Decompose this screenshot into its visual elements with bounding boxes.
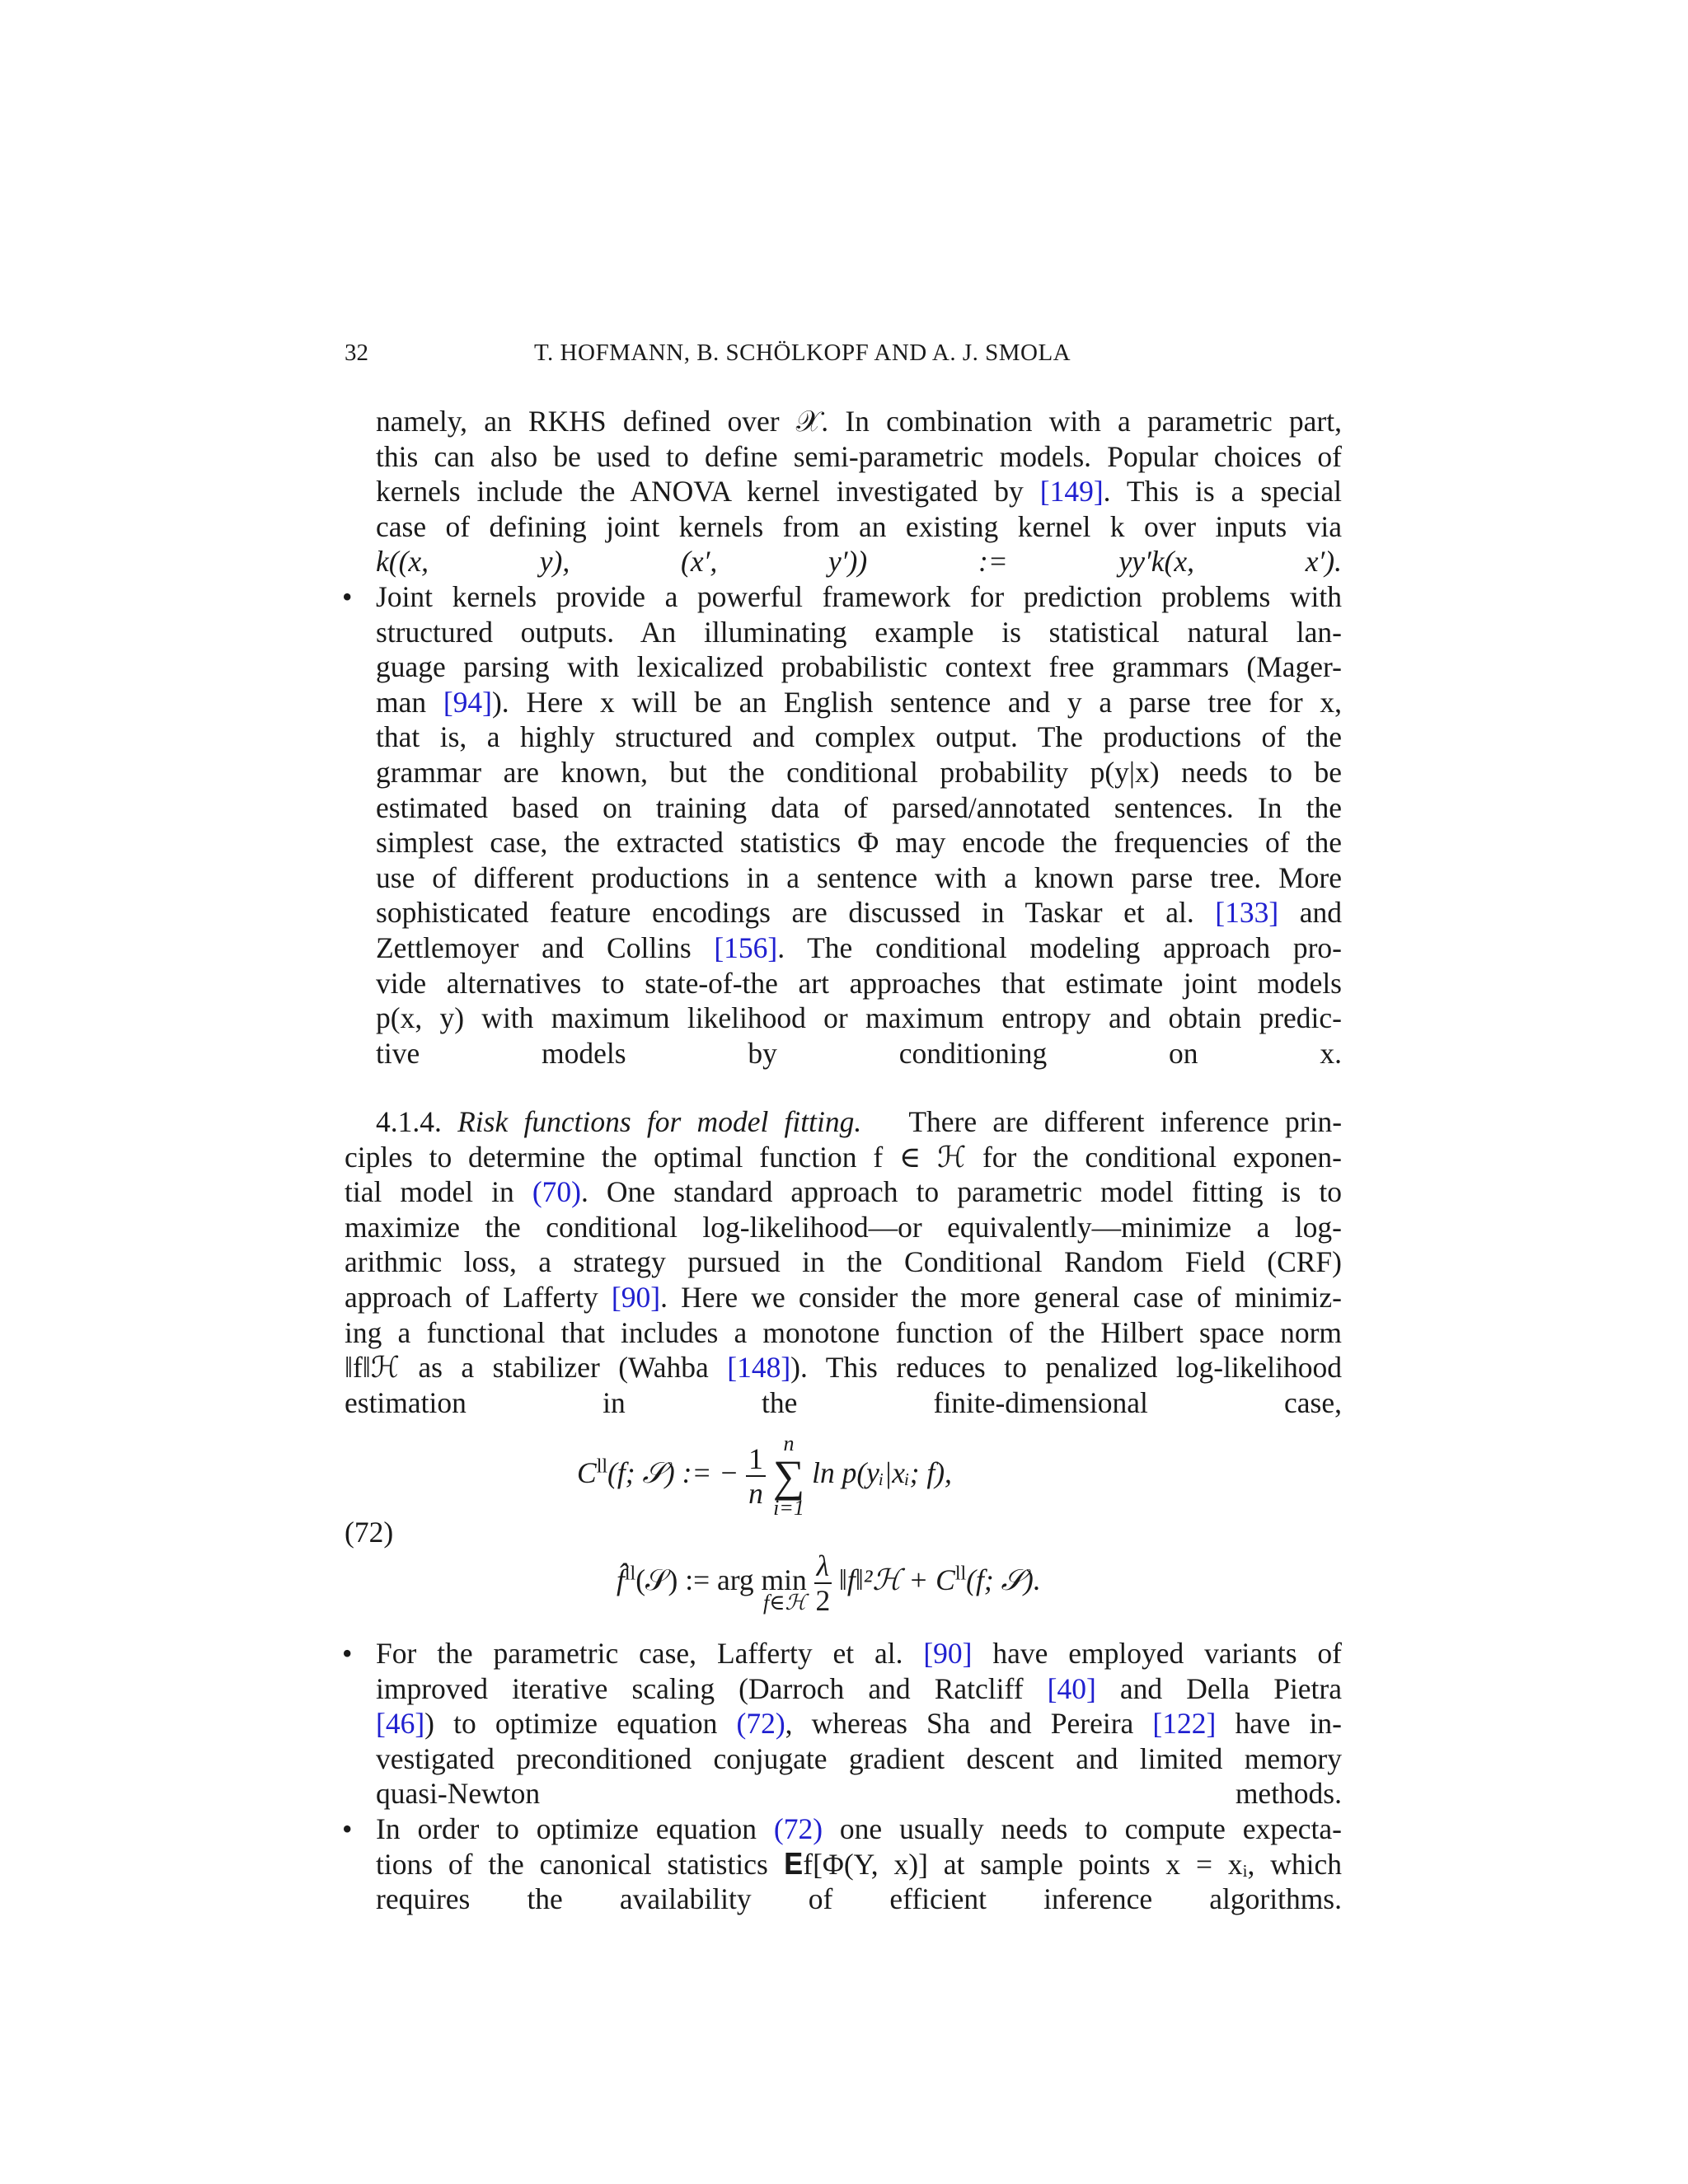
text-line: approach of Lafferty [90]. Here we consider the more general case of minimiz- — [345, 1280, 1342, 1314]
citation-link[interactable]: [148] — [727, 1351, 791, 1385]
text-line: tial model in (70). One standard approach to parametric model fitting is to — [345, 1175, 1342, 1209]
equation-ref-link[interactable]: (72) — [736, 1707, 785, 1741]
text-line: tions of the canonical statistics 𝐄f[Φ(Y, x)] at sample points x = xᵢ, which — [376, 1847, 1342, 1881]
bullet-marker: • — [342, 1812, 353, 1845]
bullet-marker: • — [342, 580, 353, 613]
text-line: man [94]). Here x will be an English sentence and y a parse tree for x, — [376, 685, 1342, 719]
citation-link[interactable]: [40] — [1047, 1671, 1096, 1705]
citation-link[interactable]: [90] — [923, 1637, 973, 1670]
citation-link[interactable]: [46] — [376, 1707, 425, 1741]
page-number: 32 — [345, 340, 368, 366]
bullet-optimize-expectations — [342, 1811, 1342, 1917]
running-title: T. HOFMANN, B. SCHÖLKOPF AND A. J. SMOLA — [534, 340, 1071, 366]
text-line: grammar are known, but the conditional probability p(y|x) needs to be — [376, 755, 1342, 789]
text-line: ‖f‖ℋ as a stabilizer (Wahba [148]). This reduces to penalized log-likelihood — [345, 1351, 1342, 1385]
text-line: k((x, y), (x′, y′)) := yy′k(x, x′). — [376, 545, 1342, 579]
argmin-subscript: f∈ℋ — [763, 1591, 807, 1615]
text-line: improved iterative scaling (Darroch and Ratcliff [40] and Della Pietra — [376, 1671, 1342, 1705]
fraction: $\frac{1}{n}$ — [746, 1442, 766, 1510]
section-title: Risk functions for model fitting. — [457, 1105, 862, 1138]
equation-ref-link[interactable]: (70) — [532, 1175, 581, 1209]
bullet-marker: • — [342, 1637, 353, 1670]
text-line: [46]) to optimize equation (72), whereas Sha and Pereira [122] have in- — [376, 1707, 1342, 1741]
text-line: estimated based on training data of parsed/annotated sentences. In the — [376, 790, 1342, 824]
text-line: maximize the conditional log-likelihood—or equivalently—minimize a log- — [345, 1210, 1342, 1244]
equation-line-2: f̂$^{ll}$(𝒮) := arg min $\frac{\lambda}{2}$ ‖f‖²ℋ + $C^{ll}(f$; 𝒮). — [617, 1549, 1041, 1617]
text-line: sophisticated feature encodings are discussed in Taskar et al. [133] and — [376, 896, 1342, 930]
citation-link[interactable]: [90] — [611, 1280, 661, 1314]
equation-line-1: $C^{ll}(f$; 𝒮) := − $\frac{1}{n}$ n ∑ i=1 ln p(yᵢ|xᵢ; f), — [577, 1432, 952, 1520]
section-heading-line: 4.1.4. Risk functions for model fitting. There are different inference prin- — [376, 1105, 1342, 1138]
text-line: that is, a highly structured and complex output. The productions of the — [376, 720, 1342, 754]
text-line: vestigated preconditioned conjugate gradient descent and limited memory — [376, 1741, 1342, 1775]
citation-link[interactable]: [156] — [714, 930, 778, 964]
equation-ref-link[interactable]: (72) — [773, 1812, 823, 1845]
text-line: guage parsing with lexicalized probabilistic context free grammars (Mager- — [376, 650, 1342, 684]
text-line: kernels include the ANOVA kernel investigated by [149]. This is a special — [376, 475, 1342, 509]
text-line: p(x, y) with maximum likelihood or maximum entropy and obtain predic- — [376, 1001, 1342, 1035]
text-line: Zettlemoyer and Collins [156]. The conditional modeling approach pro- — [376, 930, 1342, 964]
text-line: namely, an RKHS defined over 𝒳. In combination with a parametric part, — [376, 405, 1342, 438]
text-line: tive models by conditioning on x. — [376, 1036, 1342, 1070]
text-line: requires the availability of efficient inference algorithms. — [376, 1882, 1342, 1916]
bullet-joint-kernels — [342, 579, 1342, 1071]
text-line: structured outputs. An illuminating example is statistical natural lan- — [376, 615, 1342, 649]
citation-link[interactable]: [94] — [443, 685, 492, 719]
equation-number: (72) — [345, 1516, 394, 1549]
text-line: arithmic loss, a strategy pursued in the Conditional Random Field (CRF) — [345, 1245, 1342, 1279]
text-line: ing a functional that includes a monotone function of the Hilbert space norm — [345, 1315, 1342, 1349]
text-line: estimation in the finite-dimensional case, — [345, 1385, 1342, 1419]
text-line: quasi-Newton methods. — [376, 1777, 1342, 1811]
text-line: Joint kernels provide a powerful framework for prediction problems with — [376, 580, 1342, 613]
section-risk-functions — [345, 1104, 1342, 1420]
section-number: 4.1.4. — [376, 1105, 442, 1138]
citation-link[interactable]: [122] — [1152, 1707, 1217, 1741]
summation-sign: n ∑ i=1 — [772, 1432, 805, 1520]
page-header — [345, 340, 1342, 376]
text-line: ciples to determine the optimal function f ∈ ℋ for the conditional exponen- — [345, 1140, 1342, 1174]
text-line: For the parametric case, Lafferty et al. [90] have employed variants of — [376, 1637, 1342, 1670]
paragraph-continuation — [345, 404, 1342, 579]
citation-link[interactable]: [133] — [1215, 896, 1279, 930]
text-line: vide alternatives to state-of-the art approaches that estimate joint models — [376, 966, 1342, 1000]
citation-link[interactable]: [149] — [1039, 475, 1104, 509]
bullet-parametric-case — [342, 1636, 1342, 1811]
text-line: case of defining joint kernels from an existing kernel k over inputs via — [376, 509, 1342, 543]
text-line: use of different productions in a sentence with a known parse tree. More — [376, 860, 1342, 894]
text-line: this can also be used to define semi-parametric models. Popular choices of — [376, 439, 1342, 473]
text-line: simplest case, the extracted statistics Φ may encode the frequencies of the — [376, 826, 1342, 860]
fraction: $\frac{\lambda}{2}$ — [815, 1549, 831, 1617]
text-line: In order to optimize equation (72) one usually needs to compute expecta- — [376, 1812, 1342, 1845]
